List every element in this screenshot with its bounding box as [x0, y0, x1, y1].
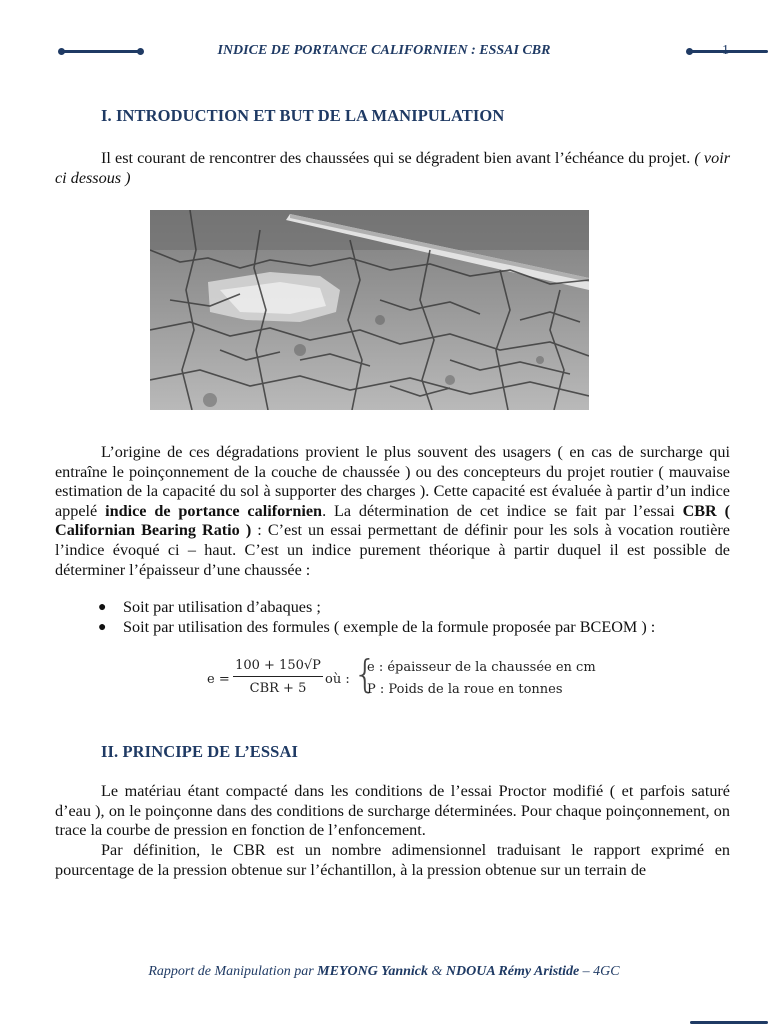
paragraph-text-part-b: . La détermination de cet indice se fait par l’essai	[322, 501, 675, 520]
intro-reference: ( voir ci dessous )	[55, 149, 731, 187]
intro-paragraph	[55, 149, 730, 188]
formula-lhs: e =	[207, 672, 230, 687]
formula-where: où :	[325, 672, 350, 687]
footer-suffix: – 4GC	[582, 964, 620, 979]
paragraph-text-part-c: : C’est un essai permettant de définir pour les sols à vocation routière l’indice évoqué ci – haut. C’est un indice purement théorique à partir duquel il est possible de déterminer l’épaisseur d’une chaussée :	[55, 521, 730, 579]
list-item-text: Soit par utilisation d’abaques ;	[123, 598, 321, 616]
footer-connector: &	[431, 964, 443, 979]
road-damage-photo	[150, 210, 589, 410]
formula-numerator: 100 + 150√P	[233, 658, 323, 677]
footer-author-1: MEYONG Yannick	[317, 964, 429, 979]
page-number: 1	[722, 43, 729, 58]
list-item-text: Soit par utilisation des formules ( exemple de la formule proposée par BCEOM ) :	[123, 617, 656, 636]
footer-author-2: NDOUA Rémy Aristide	[445, 964, 580, 979]
page-footer	[0, 964, 768, 980]
list-item	[98, 618, 738, 638]
list-item	[98, 598, 738, 618]
formula-fraction	[233, 658, 323, 696]
brace-icon: {	[353, 652, 378, 696]
bullet-icon: ●	[98, 600, 107, 615]
formula-definition-p: P : Poids de la roue en tonnes	[367, 682, 563, 697]
bullet-icon: ●	[98, 619, 107, 635]
principle-paragraph-1: Le matériau étant compacté dans les conditions de l’essai Proctor modifié ( et parfois saturé d’eau ), on le poinçonne dans des conditions de surcharge déterminées. Pour chaque poinçonnement, on trace la courbe de pression en fonction de l’enfoncement.	[55, 782, 730, 840]
formula-denominator: CBR + 5	[249, 681, 307, 696]
principle-paragraph-2: Par définition, le CBR est un nombre adimensionnel traduisant le rapport exprimé en pourcentage de la pression obtenue sur l’échantillon, à la pression obtenue sur un terrain de	[55, 841, 730, 879]
paragraph-text-part-a: L’origine de ces dégradations provient le plus souvent des usagers ( en cas de surcharge qui entraîne le poinçonnement de la couche de chaussée ) ou des concepteurs du projet routier ( mauvaise estimation de la capacité du sol à supporter des charges ). Cette capacité est évaluée à partir d’un indice appelé	[55, 443, 730, 520]
running-header-title: INDICE DE PORTANCE CALIFORNIEN : ESSAI CBR	[217, 43, 551, 58]
section-1-heading: I. INTRODUCTION ET BUT DE LA MANIPULATION	[101, 106, 505, 125]
method-bullet-list	[98, 598, 738, 637]
road-damage-illustration	[150, 210, 589, 410]
section-2-heading: II. PRINCIPE DE L’ESSAI	[101, 742, 298, 761]
degradation-paragraph	[55, 443, 730, 580]
footer-prefix: Rapport de Manipulation par	[148, 964, 314, 979]
intro-text: Il est courant de rencontrer des chaussées qui se dégradent bien avant l’échéance du projet.	[101, 149, 691, 167]
term-californian-index: indice de portance californien	[105, 501, 323, 520]
term-cbr: CBR ( Californian Bearing Ratio )	[55, 501, 731, 540]
formula-definition-e: e : épaisseur de la chaussée en cm	[367, 660, 596, 675]
